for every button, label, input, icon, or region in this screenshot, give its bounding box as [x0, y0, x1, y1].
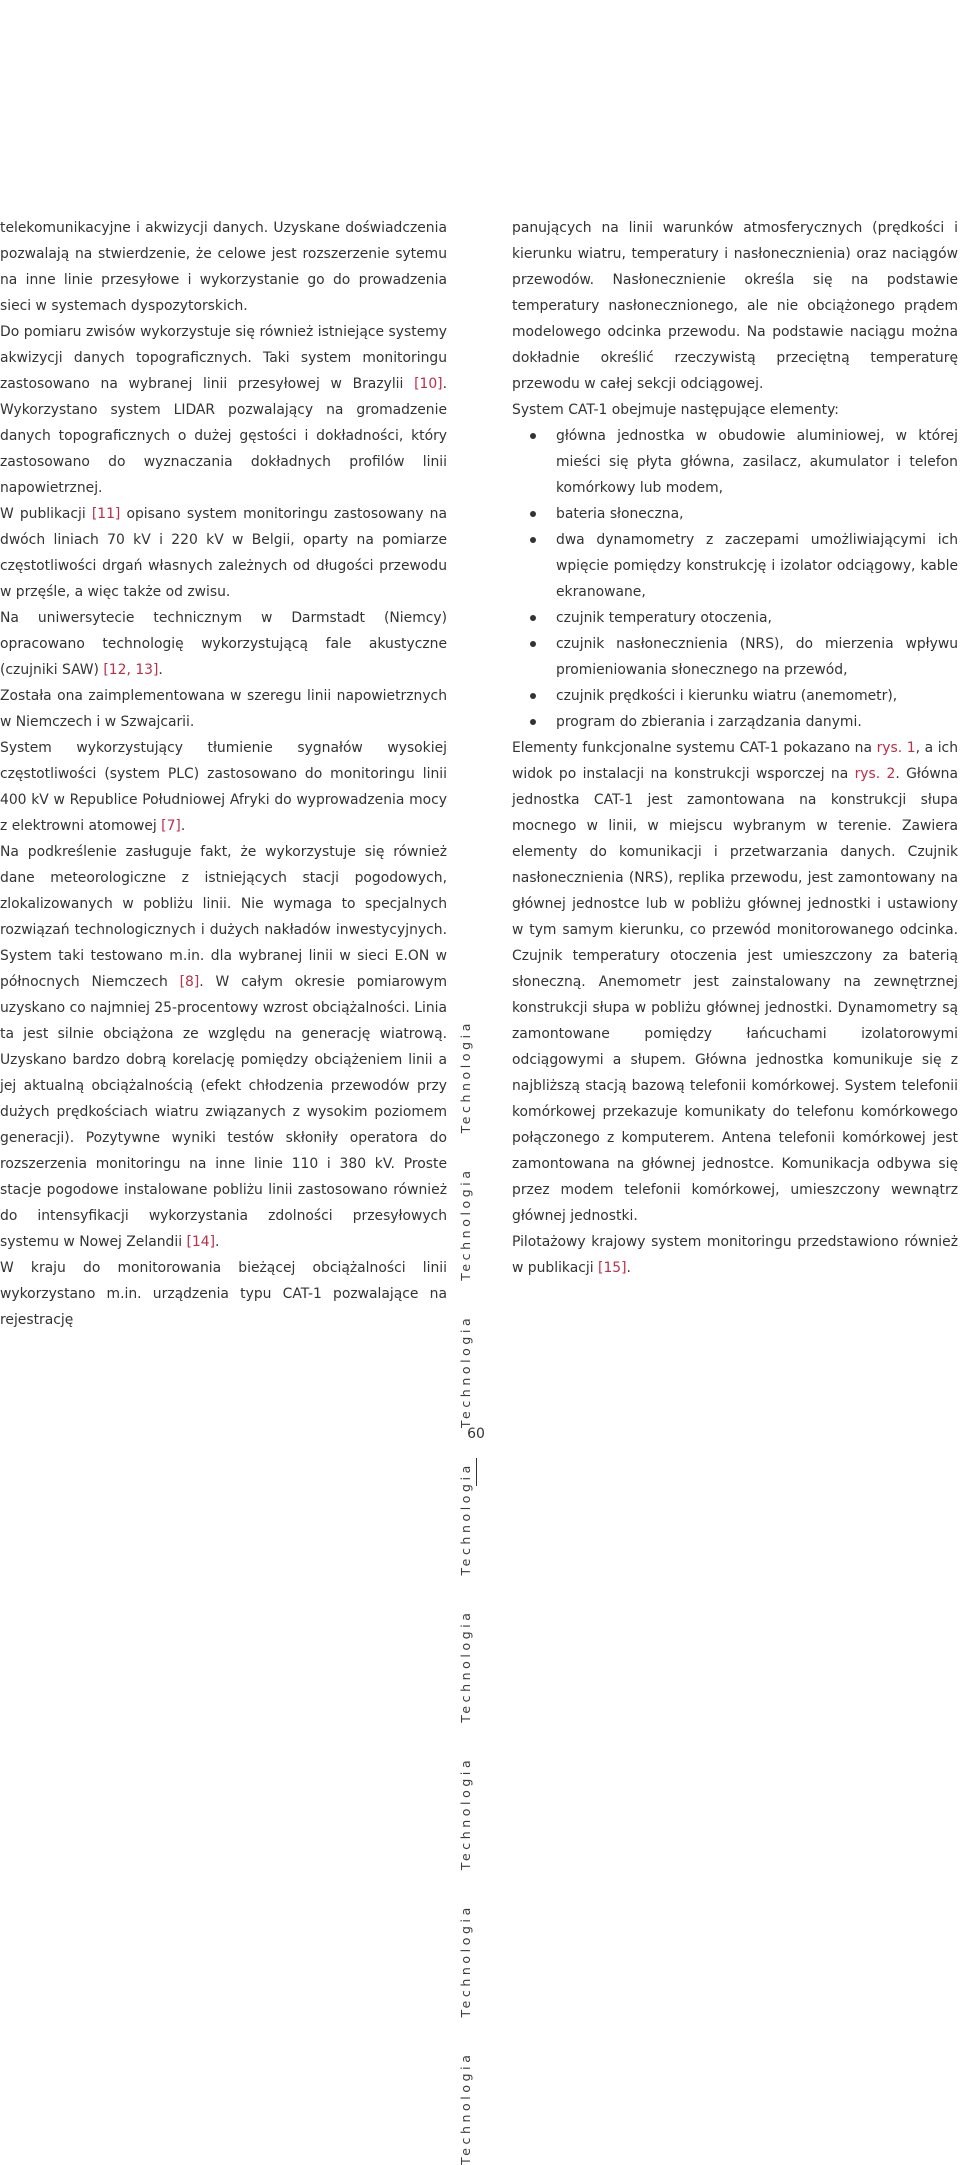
- paragraph: panujących na linii warunków atmosferycznych (prędkości i kierunku wiatru, temperatury i nasłonecznienia) oraz naciągów przewodów. Nasłonecznienie określa się na podstawie temperatury nasłonecznionego, ale nie obciążonego prądem modelowego odcinka przewodu. Na podstawie naciągu można dokładnie określić rzeczywistą przeciętną temperaturę przewodu w całej sekcji odciągowej.: [512, 220, 958, 392]
- paragraph: W kraju do monitorowania bieżącej obciążalności linii wykorzystano m.in. urządzenia typu CAT-1 pozwalające na rejestrację: [0, 1260, 447, 1328]
- list-item: program do zbierania i zarządzania danymi.: [512, 709, 958, 735]
- section-label-repeat: Technologia: [458, 1609, 473, 1723]
- paragraph: Została ona zaimplementowana w szeregu linii napowietrznych w Niemczech i w Szwajcarii.: [0, 688, 447, 730]
- citation-link[interactable]: [12, 13]: [103, 662, 159, 678]
- section-label-repeat: Technologia: [458, 1314, 473, 1429]
- list-item: bateria słoneczna,: [512, 501, 958, 527]
- right-column: [512, 215, 958, 1281]
- paragraph: telekomunikacyjne i akwizycji danych. Uzyskane doświadczenia pozwalają na stwierdzenie, że celowe jest rozszerzenie sytemu na inne linie przesyłowe i wykorzystanie go do prowadzenia sieci w systemach dyspozytorskich.: [0, 220, 447, 314]
- section-label-vertical: [459, 986, 473, 2165]
- paragraph: System wykorzystujący tłumienie sygnałów wysokiej częstotliwości (system PLC) zastosowano do monitoringu linii 400 kV w Republice Południowej Afryki do wyprowadzenia mocy z elektrowni atomowej [7].: [0, 740, 447, 834]
- bullet-list: [512, 423, 958, 735]
- list-item: czujnik nasłonecznienia (NRS), do mierzenia wpływu promieniowania słonecznego na przewód,: [512, 631, 958, 683]
- paragraph: Na uniwersytecie technicznym w Darmstadt (Niemcy) opracowano technologię wykorzystującą fale akustyczne (czujniki SAW) [12, 13].: [0, 610, 447, 678]
- citation-link[interactable]: [11]: [91, 506, 121, 522]
- section-label-repeat: Technologia: [458, 1167, 473, 1281]
- figure-link[interactable]: rys. 1: [876, 740, 916, 756]
- list-item: czujnik prędkości i kierunku wiatru (anemometr),: [512, 683, 958, 709]
- citation-link[interactable]: [15]: [598, 1260, 627, 1276]
- paragraph: System CAT-1 obejmuje następujące elementy:: [512, 402, 839, 418]
- section-label-repeat: Technologia: [458, 2051, 473, 2165]
- page-number: 60: [467, 1426, 485, 1442]
- left-column: [0, 215, 447, 1333]
- section-label-repeat: Technologia: [458, 1904, 473, 2018]
- citation-link[interactable]: [8]: [179, 974, 200, 990]
- list-item: główna jednostka w obudowie aluminiowej, w której mieści się płyta główna, zasilacz, akumulator i telefon komórkowy lub modem,: [512, 423, 958, 501]
- paragraph: Elementy funkcjonalne systemu CAT-1 pokazano na rys. 1, a ich widok po instalacji na konstrukcji wsporczej na rys. 2. Główna jednostka CAT-1 jest zamontowana na konstrukcji słupa mocnego w linii, w miejscu wybranym w terenie. Zawiera elementy do komunikacji i przetwarzania danych. Czujnik nasłonecznienia (NRS), replika przewodu, jest zamontowany na głównej jednostce lub w pobliżu głównej jednostki i ustawiony w tym samym kierunku, co przewód monitorowanego odcinka. Czujnik temperatury otoczenia jest umieszczony za baterią słoneczną. Anemometr jest zainstalowany na zewnętrznej konstrukcji słupa w pobliżu głównej jednostki. Dynamometry są zamontowane pomiędzy łańcuchami izolatorowymi odciągowymi a słupem. Główna jednostka komunikuje się z najbliższą stacją bazową telefonii komórkowej. System telefonii komórkowej przekazuje komunikaty do telefonu komórkowego połączonego z komputerem. Antena telefonii komórkowej jest zamontowana na głównej jednostce. Komunikacja odbywa się przez modem telefonii komórkowej, umieszczony wewnątrz głównej jednostki.: [512, 740, 959, 1224]
- paragraph: Do pomiaru zwisów wykorzystuje się również istniejące systemy akwizycji danych topograficznych. Taki system monitoringu zastosowano na wybranej linii przesyłowej w Brazylii [10]. Wykorzystano system LIDAR pozwalający na gromadzenie danych topograficznych o dużej gęstości i dokładności, który zastosowano do wyznaczania dokładnych profilów linii napowietrznej.: [0, 324, 447, 496]
- citation-link[interactable]: [14]: [186, 1234, 215, 1250]
- list-item: dwa dynamometry z zaczepami umożliwiającymi ich wpięcie pomiędzy konstrukcję i izolator odciągowy, kable ekranowane,: [512, 527, 958, 605]
- section-label-repeat: Technologia: [458, 1756, 473, 1871]
- section-label-repeat: Technologia: [458, 1020, 473, 1134]
- list-item: czujnik temperatury otoczenia,: [512, 605, 958, 631]
- paragraph: Na podkreślenie zasługuje fakt, że wykorzystuje się również dane meteorologiczne z istniejących stacji pogodowych, zlokalizowanych w pobliżu linii. Nie wymaga to specjalnych rozwiązań technologicznych i dużych nakładów inwestycyjnych. System taki testowano m.in. dla wybranej linii w sieci E.ON w północnych Niemczech [8]. W całym okresie pomiarowym uzyskano co najmniej 25-procentowy wzrost obciążalności. Linia ta jest silnie obciążona ze względu na generację wiatrową. Uzyskano bardzo dobrą korelację pomiędzy obciążeniem linii a jej aktualną obciążalnością (efekt chłodzenia przewodów przy dużych prędkościach wiatru związanych z wysokim poziomem generacji). Pozytywne wyniki testów skłoniły operatora do rozszerzenia monitoringu na inne linie 110 i 380 kV. Proste stacje pogodowe instalowane pobliżu linii zastosowano również do intensyfikacji wykorzystania zdolności przesyłowych systemu w Nowej Zelandii [14].: [0, 844, 447, 1250]
- citation-link[interactable]: [7]: [161, 818, 181, 834]
- page-number-rule: [476, 1458, 477, 1486]
- paragraph: W publikacji [11] opisano system monitoringu zastosowany na dwóch liniach 70 kV i 220 kV w Belgii, oparty na pomiarze częstotliwości drgań własnych zależnych od długości przewodu w przęśle, a więc także od zwisu.: [0, 506, 448, 600]
- figure-link[interactable]: rys. 2: [854, 766, 896, 782]
- section-label-repeat: Technologia: [458, 1462, 473, 1576]
- citation-link[interactable]: [10]: [414, 376, 443, 392]
- paragraph: Pilotażowy krajowy system monitoringu przedstawiono również w publikacji [15].: [512, 1234, 958, 1276]
